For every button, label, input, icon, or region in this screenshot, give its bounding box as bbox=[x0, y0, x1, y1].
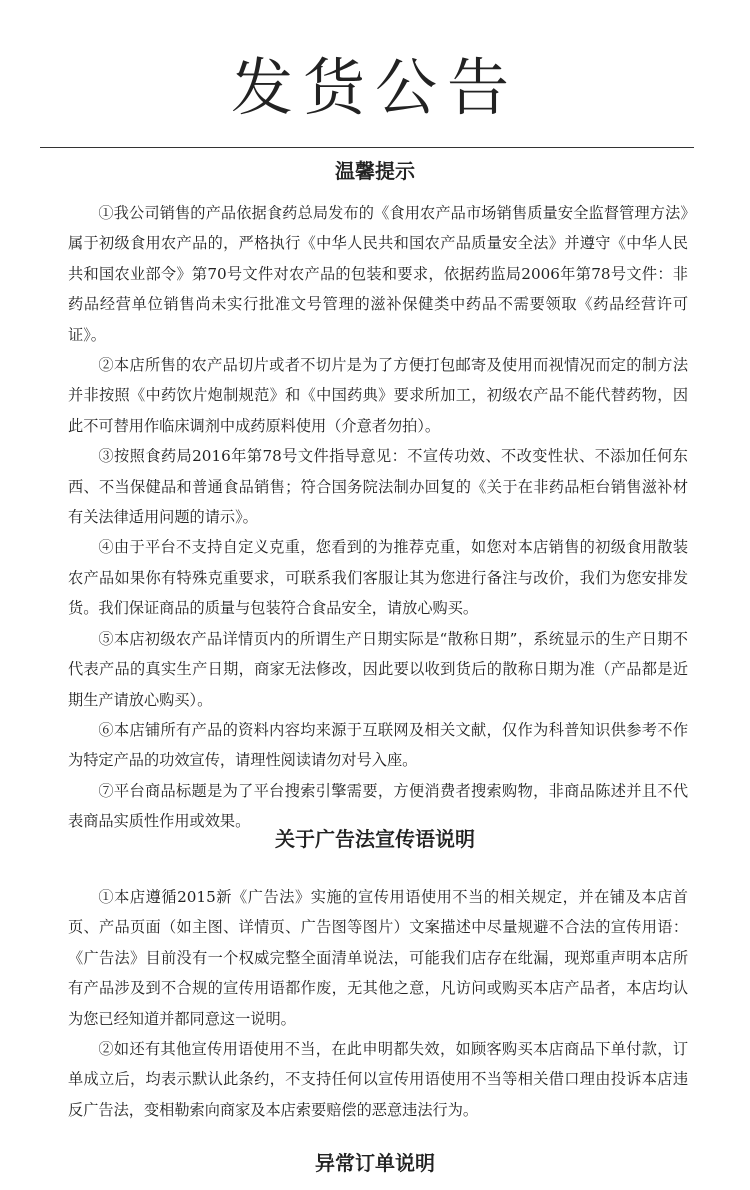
page-title: 发货公告 bbox=[230, 51, 519, 124]
tips-paragraph-7: ⑦平台商品标题是为了平台搜索引擎需要，方便消费者搜索购物，非商品陈述并且不代表商品实质性作用或效果。 bbox=[68, 781, 688, 831]
section-title-abnormal-orders: 异常订单说明 bbox=[315, 1151, 435, 1175]
section-title-tips: 温馨提示 bbox=[335, 159, 415, 183]
tips-paragraph-1: ①我公司销售的产品依据食药总局发布的《食用农产品市场销售质量安全监督管理方法》属于初级食用农产品的，严格执行《中华人民共和国农产品质量安全法》并遵守《中华人民共和国农业部令》第70号文件对农产品的包装和要求，依据药监局2006年第78号文件：非药品经营单位销售尚未实行批准文号管理的滋补保健类中药品不需要领取《药品经营许可证》。 bbox=[68, 204, 688, 344]
ad-law-paragraph-2: ②如还有其他宣传用语使用不当，在此申明都失效，如顾客购买本店商品下单付款，订单成立后，均表示默认此条约，不支持任何以宣传用语使用不当等相关借口理由投诉本店违反广告法，变相勒索向商家及本店索要赔偿的恶意违法行为。 bbox=[68, 1040, 688, 1119]
tips-section bbox=[68, 198, 688, 837]
tips-paragraph-6: ⑥本店铺所有产品的资料内容均来源于互联网及相关文献，仅作为科普知识供参考不作为特定产品的功效宣传，请理性阅读请勿对号入座。 bbox=[68, 720, 688, 770]
tips-paragraph-4: ④由于平台不支持自定义克重，您看到的为推荐克重，如您对本店销售的初级食用散装农产品如果你有特殊克重要求，可联系我们客服让其为您进行备注与改价，我们为您安排发货。我们保证商品的质量与包装符合食品安全，请放心购买。 bbox=[68, 538, 688, 618]
title-divider bbox=[40, 147, 694, 148]
ad-law-paragraph-1: ①本店遵循2015新《广告法》实施的宣传用语使用不当的相关规定，并在铺及本店首页、产品页面（如主图、详情页、广告图等图片）文案描述中尽量规避不合法的宣传用语：《广告法》目前没有一个权威完整全面清单说法，可能我们店存在纰漏，现郑重声明本店所有产品涉及到不合规的宣传用语都作废，无其他之意，凡访问或购买本店产品者，本店均认为您已经知道并都同意这一说明。 bbox=[68, 888, 688, 1028]
ad-law-section bbox=[68, 882, 688, 1125]
tips-paragraph-3: ③按照食药局2016年第78号文件指导意见：不宣传功效、不改变性状、不添加任何东西、不当保健品和普通食品销售；符合国务院法制办回复的《关于在非药品柜台销售滋补材有关法律适用问题的请示》。 bbox=[68, 447, 688, 527]
tips-paragraph-2: ②本店所售的农产品切片或者不切片是为了方便打包邮寄及使用而视情况而定的制方法并非按照《中药饮片炮制规范》和《中国药典》要求所加工，初级农产品不能代替药物，因此不可替用作临床调剂中成药原料使用（介意者勿拍）。 bbox=[68, 356, 688, 435]
tips-paragraph-5: ⑤本店初级农产品详情页内的所谓生产日期实际是“散称日期”，系统显示的生产日期不代表产品的真实生产日期，商家无法修改，因此要以收到货后的散称日期为准（产品都是近期生产请放心购买）。 bbox=[68, 629, 688, 709]
section-title-ad-law: 关于广告法宣传语说明 bbox=[275, 827, 475, 851]
